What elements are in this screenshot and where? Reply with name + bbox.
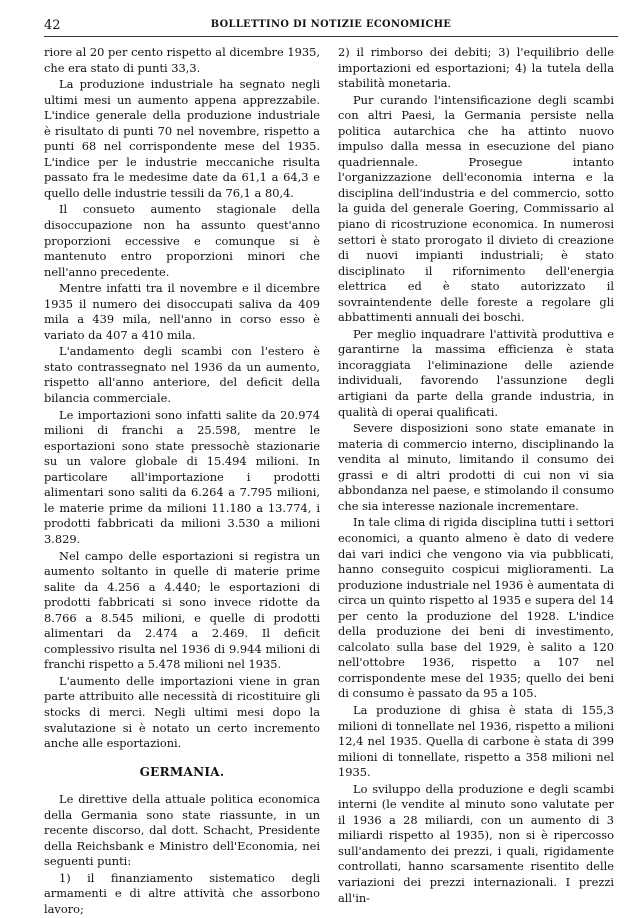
paragraph: Nel campo delle esportazioni si registra un aumento soltanto in quelle di materie prime salite da 4.256 a 4.440; le esportazioni di prodotti fabbricati si sono invece ridotte da 8.766 a 8.545 milioni, e quelle di prodotti alimentari da 2.474 a 2.469. Il deficit complessivo risulta nel 1936 di 9.944 milioni di franchi rispetto a 5.478 milioni nel 1935. [44,548,320,672]
list-item: 1) il finanziamento sistematico degli armamenti e di altre attività che assorbono lavoro; [44,870,320,916]
paragraph: L'andamento degli scambi con l'estero è stato contrassegnato nel 1936 da un aumento, rispetto all'anno anteriore, del deficit della bilancia commerciale. [44,344,320,406]
paragraph: riore al 20 per cento rispetto al dicembre 1935, che era stato di punti 33,3. [44,45,320,75]
paragraph: Mentre infatti tra il novembre e il dicembre 1935 il numero dei disoccupati saliva da 409 mila a 439 mila, nell'anno in corso esso è variato da 407 a 410 mila. [44,281,320,342]
paragraph: Severe disposizioni sono state emanate in materia di commercio interno, disciplinando la vendita al minuto, limitando il consumo dei grassi e di altri prodotti di cui non vi sia abbondanza nel paese, e stimolando il consumo che sia interesse nazionale incrementare. [338,421,614,513]
left-column [44,45,320,916]
paragraph: Le importazioni sono infatti salite da 20.974 milioni di franchi a 25.598, mentre le esportazioni sono state pressochè stazionarie su un valore globale di 15.494 milioni. In particolare all'importazione i prodotti alimentari sono saliti da 6.264 a 7.795 milioni, le materie prime da milioni 11.180 a 13.774, i prodotti fabbricati da milioni 3.530 a milioni 3.829. [44,407,320,546]
section-heading: GERMANIA. [139,764,225,779]
page-number: 42 [44,18,61,33]
paragraph: Lo sviluppo della produzione e degli scambi interni (le vendite al minuto sono valutate per il 1936 a 28 miliardi, con un aumento di 3 miliardi rispetto al 1935), non si è ripercosso sull'andamento dei prezzi, i quali, rigidamente controllati, hanno scarsamente risentito delle variazioni dei prezzi internazionali. I prezzi all'in- [338,781,614,905]
paragraph: La produzione industriale ha segnato negli ultimi mesi un aumento appena apprezzabile. L'indice generale della produzione industriale è risultato di punti 70 nel novembre, rispetto a punti 68 nel corrispondente mese del 1935. L'indice per le industrie meccaniche risulta passato fra le medesime date da 61,1 a 64,3 e quello delle industrie tessili da 76,1 a 80,4. [44,77,320,200]
paragraph: Il consueto aumento stagionale della disoccupazione non ha assunto quest'anno proporzioni eccessive e comunque si è mantenuto entro proporzioni minori che nell'anno precedente. [44,202,320,279]
page-header [44,16,618,37]
paragraph: Le direttive della attuale politica economica della Germania sono state riassunte, in un recente discorso, dal dott. Schacht, Presidente della Reichsbank e Ministro dell'Economia, nei seguenti punti: [44,792,320,869]
right-column [338,45,614,905]
paragraph: 2) il rimborso dei debiti; 3) l'equilibrio delle importazioni ed esportazioni; 4) la tutela della stabilità monetaria. [338,45,614,91]
paragraph: L'aumento delle importazioni viene in gran parte attribuito alle necessità di ricostituire gli stocks di merci. Negli ultimi mesi dopo la svalutazione si è notato un certo incremento anche alle esportazioni. [44,673,320,751]
paragraph: Pur curando l'intensificazione degli scambi con altri Paesi, la Germania persiste nella politica autarchica che ha attinto nuovo impulso dalla messa in esecuzione del piano quadriennale. Prosegue intanto l'organizzazione dell'economia interna e la disciplina dell'industria e del commercio, sotto la guida del generale Goering, Commissario al piano di ricostruzione economica. In numerosi settori è stato prorogato il divieto di creazione di nuovi impianti industriali; è stato disciplinato il rifornimento dell'energia elettrica ed è stato autorizzato il sovraintendente delle foreste a regolare gli abbattimenti annuali dei boschi. [338,92,614,325]
paragraph: La produzione di ghisa è stata di 155,3 milioni di tonnellate nel 1936, rispetto a milioni 12,4 nel 1935. Quella di carbone è stata di 399 milioni di tonnellate, rispetto a 358 milioni nel 1935. [338,702,614,780]
paragraph: In tale clima di rigida disciplina tutti i settori economici, a quanto almeno è dato di vedere dai vari indici che vengono via via pubblicati, hanno conseguito cospicui miglioramenti. La produzione industriale nel 1936 è aumentata di circa un quinto rispetto al 1935 e supera del 14 per cento la produzione del 1928. L'indice della produzione dei beni di investimento, calcolato sulla base del 1929, è salito a 120 nell'ottobre 1936, rispetto a 107 nel corrispondente mese del 1935; quello dei beni di consumo è passato da 95 a 105. [338,515,614,701]
running-head: BOLLETTINO DI NOTIZIE ECONOMICHE [210,19,452,30]
paragraph: Per meglio inquadrare l'attività produttiva e garantirne la massima efficienza è stata incoraggiata l'eliminazione delle aziende individuali, favorendo l'assunzione degli artigiani da parte della grande industria, in qualità di operai qualificati. [338,326,614,419]
